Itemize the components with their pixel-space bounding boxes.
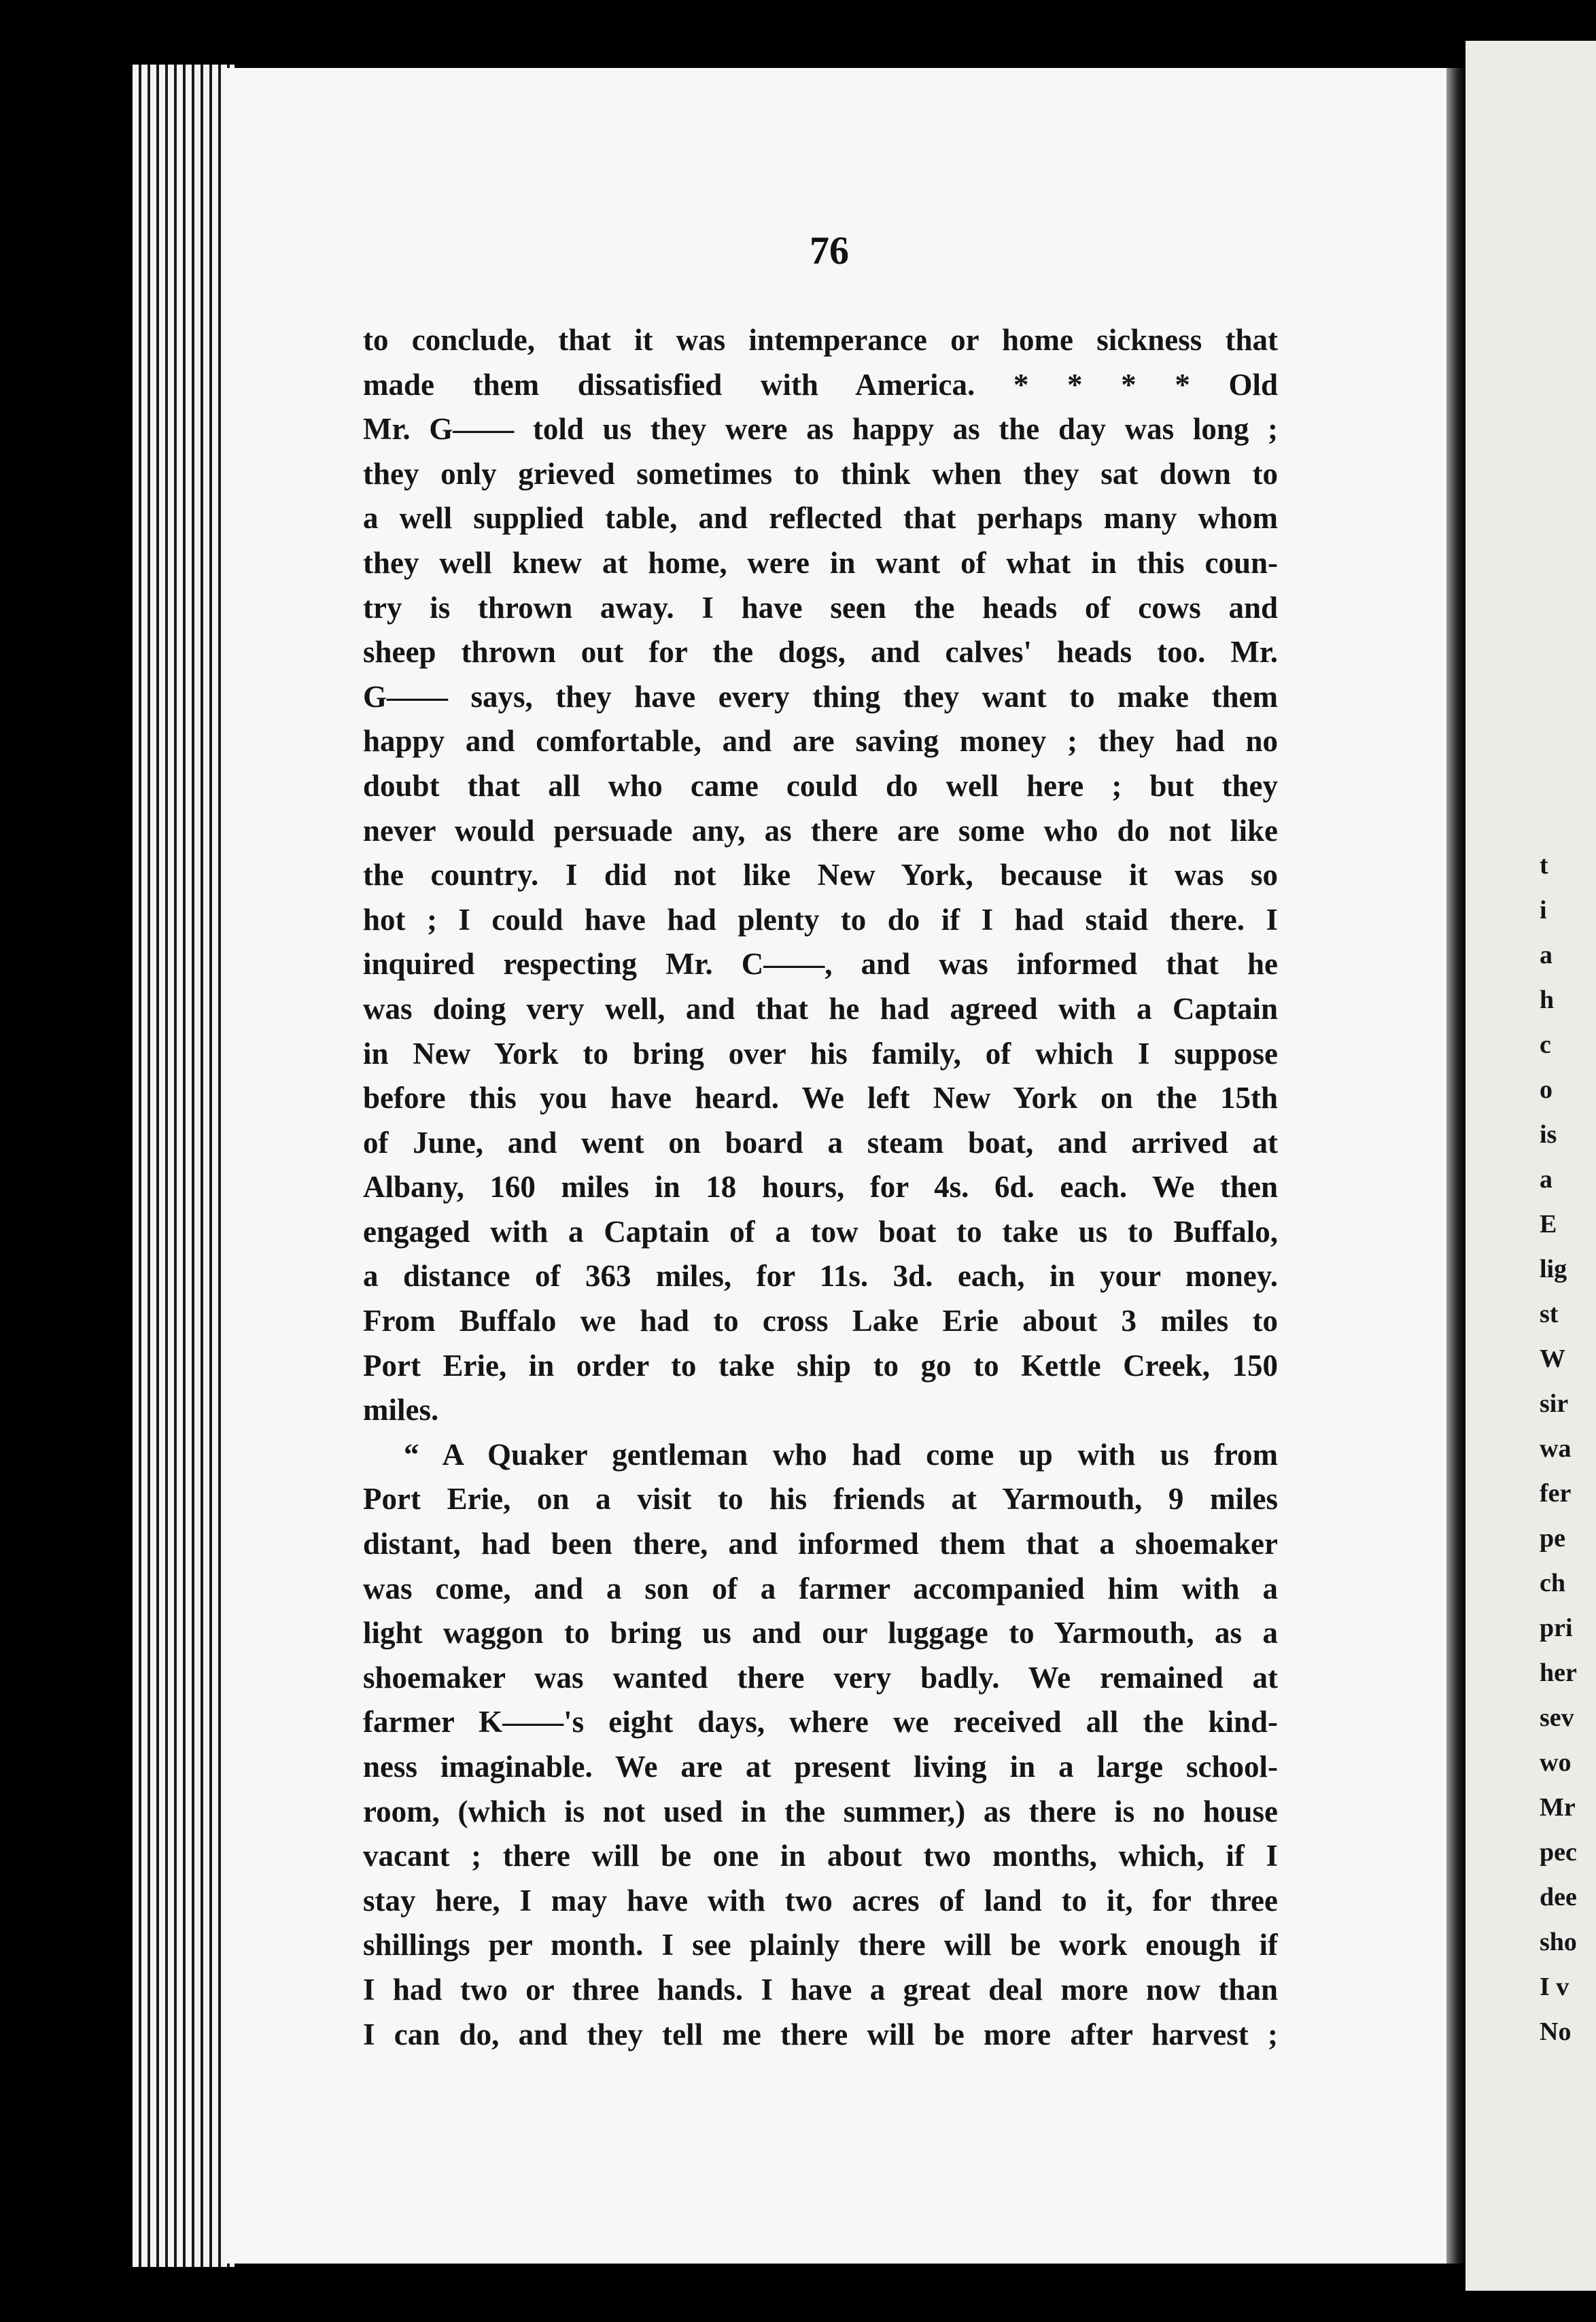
facing-page-text [1540, 843, 1596, 2054]
facing-line-fragment: I v [1540, 1973, 1569, 2001]
text-line: in New York to bring over his family, of which I suppose [363, 1036, 1278, 1071]
text-line: happy and comfortable, and are saving money ; they had no [363, 724, 1278, 759]
facing-line-fragment: a [1540, 941, 1552, 969]
text-line: Albany, 160 miles in 18 hours, for 4s. 6d. each. We then [363, 1170, 1278, 1205]
page-number: 76 [810, 228, 849, 273]
text-line: shillings per month. I see plainly there will be work enough if [363, 1928, 1278, 1962]
page-edges [133, 65, 235, 2267]
book-gutter [1446, 68, 1465, 2264]
facing-line-fragment: t [1540, 851, 1548, 880]
facing-line-fragment: sev [1540, 1703, 1574, 1732]
text-line: was come, and a son of a farmer accompanied him with a [363, 1571, 1278, 1606]
text-line: hot ; I could have had plenty to do if I had staid there. I [363, 902, 1278, 937]
text-line: ness imaginable. We are at present living in a large school- [363, 1750, 1278, 1784]
facing-line-fragment: E [1540, 1210, 1557, 1238]
facing-line-fragment: ch [1540, 1569, 1565, 1597]
facing-line-fragment: her [1540, 1659, 1577, 1687]
facing-line-fragment: lig [1540, 1255, 1567, 1283]
text-line: sheep thrown out for the dogs, and calves' heads too. Mr. [363, 635, 1278, 670]
text-line: was doing very well, and that he had agreed with a Captain [363, 991, 1278, 1026]
facing-line-fragment: pec [1540, 1838, 1577, 1867]
text-line: distant, had been there, and informed them that a shoemaker [363, 1527, 1278, 1561]
facing-line-fragment: sir [1540, 1389, 1569, 1418]
text-line: they well knew at home, were in want of what in this coun- [363, 545, 1278, 580]
text-line: a distance of 363 miles, for 11s. 3d. each, in your money. [363, 1259, 1278, 1294]
text-line: miles. [363, 1393, 439, 1427]
facing-line-fragment: No [1540, 2017, 1572, 2046]
text-line: Mr. G—— told us they were as happy as the day was long ; [363, 412, 1278, 447]
text-line: of June, and went on board a steam boat, and arrived at [363, 1125, 1278, 1160]
facing-line-fragment: is [1540, 1120, 1557, 1149]
text-line: G—— says, they have every thing they want to make them [363, 679, 1278, 714]
facing-line-fragment: st [1540, 1300, 1559, 1328]
text-line: light waggon to bring us and our luggage to Yarmouth, as a [363, 1616, 1278, 1650]
facing-line-fragment: dee [1540, 1883, 1577, 1911]
facing-line-fragment: a [1540, 1165, 1552, 1194]
facing-line-fragment: wo [1540, 1748, 1572, 1777]
text-line: shoemaker was wanted there very badly. We remained at [363, 1660, 1278, 1695]
text-line: a well supplied table, and reflected that perhaps many whom [363, 501, 1278, 536]
text-line: Port Erie, in order to take ship to go to Kettle Creek, 150 [363, 1348, 1278, 1383]
text-line: before this you have heard. We left New York on the 15th [363, 1081, 1278, 1115]
text-line: From Buffalo we had to cross Lake Erie about 3 miles to [363, 1304, 1278, 1338]
body-text [363, 318, 1278, 2057]
text-line: stay here, I may have with two acres of land to it, for three [363, 1883, 1278, 1918]
text-line: the country. I did not like New York, because it was so [363, 858, 1278, 893]
text-line: made them dissatisfied with America. * * * * Old [363, 367, 1278, 402]
text-line: inquired respecting Mr. C——, and was informed that he [363, 947, 1278, 982]
facing-line-fragment: sho [1540, 1928, 1577, 1956]
text-line: I had two or three hands. I have a great deal more now than [363, 1972, 1278, 2007]
facing-line-fragment: pri [1540, 1614, 1573, 1642]
facing-line-fragment: wa [1540, 1434, 1572, 1463]
text-line: they only grieved sometimes to think when they sat down to [363, 456, 1278, 491]
text-line: to conclude, that it was intemperance or home sickness that [363, 323, 1278, 357]
text-line: never would persuade any, as there are some who do not like [363, 813, 1278, 848]
facing-line-fragment: Mr [1540, 1793, 1576, 1822]
text-line: vacant ; there will be one in about two months, which, if I [363, 1839, 1278, 1873]
text-line: room, (which is not used in the summer,) as there is no house [363, 1794, 1278, 1829]
text-line: Port Erie, on a visit to his friends at Yarmouth, 9 miles [363, 1482, 1278, 1517]
text-line: engaged with a Captain of a tow boat to take us to Buffalo, [363, 1214, 1278, 1249]
text-line: try is thrown away. I have seen the heads of cows and [363, 590, 1278, 625]
text-line: “ A Quaker gentleman who had come up with us from [404, 1437, 1278, 1472]
facing-line-fragment: pe [1540, 1524, 1565, 1553]
text-line: I can do, and they tell me there will be more after harvest ; [363, 2017, 1278, 2051]
text-line: doubt that all who came could do well here ; but they [363, 768, 1278, 803]
facing-line-fragment: i [1540, 896, 1547, 924]
facing-line-fragment: c [1540, 1030, 1551, 1059]
facing-line-fragment: o [1540, 1075, 1552, 1104]
facing-line-fragment: h [1540, 986, 1555, 1014]
text-line: farmer K——'s eight days, where we received all the kind- [363, 1705, 1278, 1739]
facing-line-fragment: fer [1540, 1479, 1572, 1508]
facing-line-fragment: W [1540, 1345, 1565, 1373]
